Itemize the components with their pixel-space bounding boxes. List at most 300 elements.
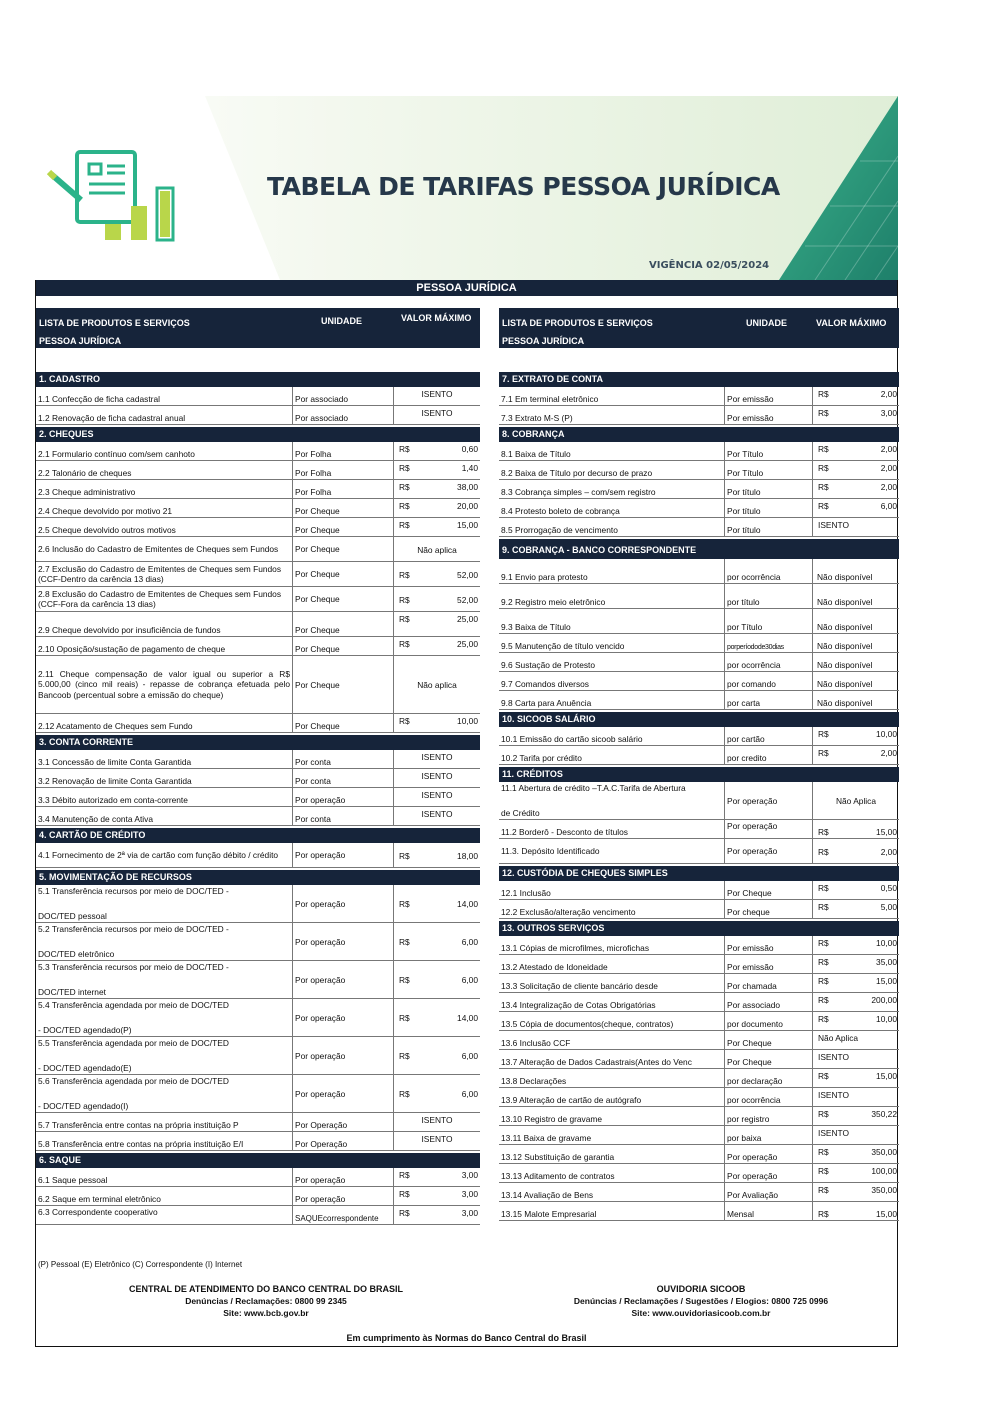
- table-row: [499, 1012, 899, 1031]
- table-row: [499, 387, 899, 406]
- unit: Por associado: [725, 993, 813, 1011]
- header-list: LISTA DE PRODUTOS E SERVIÇOS: [39, 318, 190, 328]
- header-list-sub: PESSOA JURÍDICA: [39, 336, 122, 346]
- value-text: ISENTO: [421, 790, 453, 800]
- value: [813, 1107, 899, 1125]
- value-text: ISENTO: [421, 1134, 453, 1144]
- service: 5.8 Transferência entre contas na própria instituição E/I: [36, 1132, 293, 1150]
- service-line: 5.2 Transferência recursos por meio de DOC/TED -: [38, 924, 229, 934]
- service: 13.8 Declarações: [499, 1069, 725, 1087]
- compliance-note: Em cumprimento às Normas do Banco Central do Brasil: [346, 1333, 587, 1343]
- value: [813, 820, 899, 838]
- service-line: 5.1 Transferência recursos por meio de DOC/TED -: [38, 886, 229, 896]
- section-title: 11. CRÉDITOS: [499, 767, 899, 782]
- unit: por carta: [725, 691, 813, 709]
- service: 9.3 Baixa de Título: [499, 609, 725, 633]
- amount: 100,00: [871, 1166, 897, 1176]
- value: [394, 843, 480, 867]
- table-row: [499, 672, 899, 691]
- service: 6.3 Correspondente cooperativo: [36, 1206, 293, 1224]
- value: [813, 480, 899, 498]
- service: 2.7 Exclusão do Cadastro de Emitentes de Cheques sem Fundos (CCF-Dentro da carência 13 dias): [36, 562, 293, 586]
- service: 9.6 Sustação de Protesto: [499, 653, 725, 671]
- amount: 25,00: [457, 614, 478, 624]
- value: [813, 1202, 899, 1220]
- service: 3.1 Concessão de limite Conta Garantida: [36, 750, 293, 768]
- unit: por ocorrência: [725, 1088, 813, 1106]
- amount: 10,00: [876, 938, 897, 948]
- value-text: Não aplica: [417, 544, 457, 555]
- value-text: Não Aplica: [818, 1033, 859, 1043]
- value: [394, 1113, 480, 1131]
- value: [813, 1012, 899, 1030]
- service: 10.1 Emissão do cartão sicoob salário: [499, 727, 725, 745]
- service: 8.2 Baixa de Título por decurso de prazo: [499, 461, 725, 479]
- unit: Por Cheque: [293, 656, 394, 713]
- value: [394, 788, 480, 806]
- value: [813, 839, 899, 863]
- unit: Por emissão: [725, 936, 813, 954]
- table-row: [36, 406, 480, 425]
- service: 6.1 Saque pessoal: [36, 1168, 293, 1186]
- value: [394, 461, 480, 479]
- table-row: [36, 562, 480, 587]
- section-title: 4. CARTÃO DE CRÉDITO: [36, 828, 480, 843]
- value: [394, 1037, 480, 1074]
- service: 13.5 Cópia de documentos(cheque, contratos): [499, 1012, 725, 1030]
- service: 9.1 Envio para protesto: [499, 559, 725, 583]
- service: 13.6 Inclusão CCF: [499, 1031, 725, 1049]
- table-row: [36, 788, 480, 807]
- service: 13.3 Solicitação de cliente bancário desde: [499, 974, 725, 992]
- service: 13.12 Substituição de garantia: [499, 1145, 725, 1163]
- value: [813, 1126, 899, 1144]
- section-title: 9. COBRANÇA - BANCO CORRESPONDENTE: [499, 539, 899, 559]
- unit: por Título: [725, 609, 813, 633]
- service: 3.2 Renovação de limite Conta Garantida: [36, 769, 293, 787]
- service: 9.5 Manutenção de título vencido: [499, 634, 725, 652]
- value: [813, 461, 899, 479]
- value-text: ISENTO: [421, 389, 453, 399]
- value: [813, 406, 899, 424]
- table-row: [36, 1168, 480, 1187]
- currency: R$: [818, 1071, 829, 1081]
- table-row: [36, 843, 480, 868]
- currency: R$: [399, 482, 410, 492]
- amount: 38,00: [457, 482, 478, 492]
- amount: 200,00: [871, 995, 897, 1005]
- amount: 3,00: [461, 1208, 478, 1218]
- currency: R$: [399, 463, 410, 473]
- header-unit: UNIDADE: [321, 316, 363, 326]
- amount: 18,00: [457, 850, 478, 861]
- value: [394, 518, 480, 536]
- value-text: ISENTO: [818, 1128, 850, 1138]
- table-row: [36, 923, 480, 961]
- service: 11.3. Depósito Identificado: [499, 839, 725, 863]
- unit: Por associado: [293, 406, 394, 424]
- amount: 6,00: [461, 1051, 478, 1061]
- currency: R$: [399, 975, 410, 985]
- value: Não disponível: [817, 572, 873, 582]
- currency: R$: [399, 569, 410, 580]
- table-row: [36, 714, 480, 733]
- table-row: [36, 999, 480, 1037]
- unit: Por Operação: [293, 1113, 394, 1131]
- unit: Por operação: [293, 1037, 394, 1074]
- value: [813, 955, 899, 973]
- bcb-title: CENTRAL DE ATENDIMENTO DO BANCO CENTRAL DO BRASIL: [128, 1284, 403, 1294]
- currency: R$: [399, 1089, 410, 1099]
- currency: R$: [399, 1189, 410, 1199]
- amount: 35,00: [876, 957, 897, 967]
- section-title: 5. MOVIMENTAÇÃO DE RECURSOS: [36, 870, 480, 885]
- value: [394, 656, 480, 713]
- table-row: [499, 974, 899, 993]
- currency: R$: [818, 463, 829, 473]
- value: [813, 442, 899, 460]
- unit: por baixa: [725, 1126, 813, 1144]
- table-row: [499, 782, 899, 820]
- unit: Por emissão: [725, 406, 813, 424]
- amount: 350,22: [871, 1109, 897, 1119]
- unit: Por operação: [293, 999, 394, 1036]
- service: 4.1 Fornecimento de 2ª via de cartão com função débito / crédito: [36, 843, 293, 867]
- header-value: VALOR MÁXIMO: [816, 318, 887, 328]
- table-row: [36, 442, 480, 461]
- service: [36, 1037, 293, 1074]
- amount: 2,00: [880, 748, 897, 758]
- table-row: [36, 1187, 480, 1206]
- table-row: [499, 1164, 899, 1183]
- value: Não disponível: [817, 660, 873, 670]
- amount: 2,00: [880, 463, 897, 473]
- amount: 25,00: [457, 639, 478, 649]
- section-title: 13. OUTROS SERVIÇOS: [499, 921, 899, 936]
- ouvidoria-contact: Denúncias / Reclamações / Sugestões / Elogios: 0800 725 0996: [573, 1296, 829, 1306]
- table-row: [499, 746, 899, 765]
- left-column: [36, 308, 480, 1225]
- service: 2.11 Cheque compensação de valor igual ou superior a R$ 5.000,00 (cinco mil reais) - repasse de cobrança efetuada pelo Bancoob (percentual sobre a emissão do cheque): [36, 656, 293, 713]
- value-text: Não Aplica: [835, 796, 877, 806]
- amount: 10,00: [876, 1014, 897, 1024]
- amount: 3,00: [461, 1170, 478, 1180]
- amount: 3,00: [880, 408, 897, 418]
- table-row: [499, 900, 899, 919]
- service: 1.1 Confecção de ficha cadastral: [36, 387, 293, 405]
- unit: Por emissão: [725, 955, 813, 973]
- document-title: TABELA DE TARIFAS PESSOA JURÍDICA: [267, 172, 780, 201]
- unit: Por operação: [293, 1168, 394, 1186]
- value: [394, 1187, 480, 1205]
- value: [813, 993, 899, 1011]
- currency: R$: [399, 501, 410, 511]
- service: 2.3 Cheque administrativo: [36, 480, 293, 498]
- unit: por registro: [725, 1107, 813, 1125]
- section-title: 10. SICOOB SALÁRIO: [499, 712, 899, 727]
- service: [36, 961, 293, 998]
- table-row: [499, 518, 899, 537]
- service: 10.2 Tarifa por crédito: [499, 746, 725, 764]
- service: 9.7 Comandos diversos: [499, 672, 725, 690]
- currency: R$: [818, 995, 829, 1005]
- service: [499, 782, 725, 819]
- service: 2.6 Inclusão do Cadastro de Emitentes de Cheques sem Fundos: [36, 537, 293, 561]
- value: [394, 923, 480, 960]
- unit: porperíodode30dias: [725, 634, 813, 652]
- service: 12.2 Exclusão/alteração vencimento: [499, 900, 725, 918]
- currency: R$: [399, 716, 410, 726]
- unit: Mensal: [725, 1202, 813, 1220]
- unit: Por conta: [293, 769, 394, 787]
- unit: Por Cheque: [725, 1031, 813, 1049]
- value: [813, 387, 899, 405]
- value: Não disponível: [817, 622, 873, 632]
- unit: por cartão: [725, 727, 813, 745]
- value: [813, 900, 899, 918]
- value: [394, 562, 480, 586]
- table-row: [36, 807, 480, 826]
- value: [813, 1031, 899, 1049]
- currency: R$: [399, 1051, 410, 1061]
- currency: R$: [818, 902, 829, 912]
- unit: Por Folha: [293, 442, 394, 460]
- amount: 20,00: [457, 501, 478, 511]
- service: 8.4 Protesto boleto de cobrança: [499, 499, 725, 517]
- value: [813, 518, 899, 536]
- amount: 52,00: [457, 569, 478, 580]
- currency: R$: [399, 594, 410, 605]
- document-chart-icon: [47, 148, 187, 244]
- table-row: [499, 1183, 899, 1202]
- unit: Por Cheque: [725, 1050, 813, 1068]
- table-row: [499, 1126, 899, 1145]
- service: 3.4 Manutenção de conta Ativa: [36, 807, 293, 825]
- amount: 14,00: [457, 1013, 478, 1023]
- left-rows: [36, 372, 480, 1225]
- value-text: ISENTO: [818, 520, 850, 530]
- currency: R$: [399, 1013, 410, 1023]
- table-row: [36, 612, 480, 637]
- table-row: [36, 1206, 480, 1225]
- table-row: [499, 609, 899, 634]
- amount: 6,00: [880, 501, 897, 511]
- amount: 350,00: [871, 1147, 897, 1157]
- unit: Por Operação: [293, 1132, 394, 1150]
- table-row: [36, 587, 480, 612]
- validity-date: VIGÊNCIA 02/05/2024: [649, 260, 770, 271]
- table-row: [499, 955, 899, 974]
- service: 9.2 Registro meio eletrônico: [499, 584, 725, 608]
- table-row: [36, 961, 480, 999]
- table-row: [499, 993, 899, 1012]
- service: 2.4 Cheque devolvido por motivo 21: [36, 499, 293, 517]
- currency: R$: [818, 408, 829, 418]
- service: [36, 923, 293, 960]
- service: 2.10 Oposição/sustação de pagamento de cheque: [36, 637, 293, 655]
- value: [394, 442, 480, 460]
- header-banner: [35, 96, 898, 280]
- unit: Por operação: [293, 885, 394, 922]
- amount: 15,00: [876, 1209, 897, 1219]
- unit: Por título: [725, 518, 813, 536]
- section-title: 7. EXTRATO DE CONTA: [499, 372, 899, 387]
- service: 13.11 Baixa de gravame: [499, 1126, 725, 1144]
- service: [36, 1075, 293, 1112]
- section-title: 1. CADASTRO: [36, 372, 480, 387]
- service-line: 5.4 Transferência agendada por meio de DOC/TED: [38, 1000, 229, 1010]
- unit: Por operação: [293, 1075, 394, 1112]
- legend: (P) Pessoal (E) Eletrônico (C) Correspondente (I) Internet: [38, 1260, 243, 1269]
- value: [394, 999, 480, 1036]
- service-line: - DOC/TED agendado(I): [38, 1101, 129, 1111]
- section-bar: PESSOA JURÍDICA: [36, 280, 897, 296]
- currency: R$: [818, 748, 829, 758]
- table-header: [36, 308, 480, 348]
- unit: Por operação: [293, 923, 394, 960]
- value-text: ISENTO: [421, 771, 453, 781]
- value-text: ISENTO: [421, 809, 453, 819]
- section-title: 12. CUSTÓDIA DE CHEQUES SIMPLES: [499, 866, 899, 881]
- unit: Por operação: [725, 839, 813, 863]
- table-row: [36, 656, 480, 714]
- unit: Por Cheque: [293, 518, 394, 536]
- table-row: [36, 537, 480, 562]
- service-line: 5.6 Transferência agendada por meio de DOC/TED: [38, 1076, 229, 1086]
- amount: 0,50: [880, 883, 897, 893]
- table-row: [36, 387, 480, 406]
- table-row: [499, 727, 899, 746]
- table-row: [499, 584, 899, 609]
- value: [394, 537, 480, 561]
- amount: 6,00: [461, 1089, 478, 1099]
- service: [36, 885, 293, 922]
- unit: por ocorrência: [725, 653, 813, 671]
- amount: 350,00: [871, 1185, 897, 1195]
- amount: 15,00: [876, 976, 897, 986]
- table-row: [36, 1075, 480, 1113]
- bcb-contact-block: [76, 1283, 456, 1319]
- service: 3.3 Débito autorizado em conta-corrente: [36, 788, 293, 806]
- table-row: [499, 1145, 899, 1164]
- service: 9.8 Carta para Anuência: [499, 691, 725, 709]
- value: [813, 881, 899, 899]
- section-title: 3. CONTA CORRENTE: [36, 735, 480, 750]
- service: 13.10 Registro de gravame: [499, 1107, 725, 1125]
- service: 8.3 Cobrança simples – com/sem registro: [499, 480, 725, 498]
- unit: Por operação: [293, 843, 394, 867]
- table-row: [499, 480, 899, 499]
- value: [394, 961, 480, 998]
- unit: Por Título: [725, 461, 813, 479]
- header-value: VALOR MÁXIMO: [401, 313, 472, 323]
- unit: por comando: [725, 672, 813, 690]
- value: [813, 746, 899, 764]
- value: [813, 936, 899, 954]
- unit: Por conta: [293, 807, 394, 825]
- service: 7.1 Em terminal eletrônico: [499, 387, 725, 405]
- service: [36, 999, 293, 1036]
- service-line: 5.3 Transferência recursos por meio de DOC/TED -: [38, 962, 229, 972]
- value: [394, 1168, 480, 1186]
- table-row: [36, 637, 480, 656]
- currency: R$: [818, 1014, 829, 1024]
- currency: R$: [818, 729, 829, 739]
- currency: R$: [818, 444, 829, 454]
- currency: R$: [818, 1147, 829, 1157]
- currency: R$: [399, 614, 410, 624]
- service: 2.5 Cheque devolvido outros motivos: [36, 518, 293, 536]
- amount: 52,00: [457, 594, 478, 605]
- section-title: 2. CHEQUES: [36, 427, 480, 442]
- value: [813, 1183, 899, 1201]
- service: 6.2 Saque em terminal eletrônico: [36, 1187, 293, 1205]
- section-title: 6. SAQUE: [36, 1153, 480, 1168]
- amount: 10,00: [457, 716, 478, 726]
- currency: R$: [818, 1166, 829, 1176]
- table-header: [499, 308, 899, 348]
- unit: Por operação: [293, 961, 394, 998]
- value-text: ISENTO: [818, 1090, 850, 1100]
- currency: R$: [399, 639, 410, 649]
- table-row: [499, 1202, 899, 1221]
- value: [394, 499, 480, 517]
- service-line: - DOC/TED agendado(P): [38, 1025, 132, 1035]
- unit: Por Cheque: [293, 537, 394, 561]
- amount: 6,00: [461, 937, 478, 947]
- service: 13.15 Malote Empresarial: [499, 1202, 725, 1220]
- value-text: ISENTO: [421, 408, 453, 418]
- unit: Por operação: [725, 1164, 813, 1182]
- unit: Por operação: [725, 820, 813, 838]
- unit: Por Cheque: [293, 499, 394, 517]
- service: 13.14 Avaliação de Bens: [499, 1183, 725, 1201]
- currency: R$: [399, 444, 410, 454]
- value: Não disponível: [817, 641, 873, 651]
- table-row: [499, 653, 899, 672]
- service: 2.9 Cheque devolvido por insuficiência de fundos: [36, 612, 293, 636]
- value-text: ISENTO: [421, 1115, 453, 1125]
- service: 13.9 Alteração de cartão de autógrafo: [499, 1088, 725, 1106]
- amount: 5,00: [880, 902, 897, 912]
- unit: Por operação: [293, 1187, 394, 1205]
- tariff-table: [35, 280, 898, 1347]
- service: 2.1 Formulario contínuo com/sem canhoto: [36, 442, 293, 460]
- table-row: [499, 1031, 899, 1050]
- currency: R$: [818, 389, 829, 399]
- unit: por ocorrência: [725, 559, 813, 583]
- service: 2.8 Exclusão do Cadastro de Emitentes de Cheques sem Fundos (CCF-Fora da carência 13 dias): [36, 587, 293, 611]
- unit: Por Cheque: [293, 637, 394, 655]
- currency: R$: [818, 482, 829, 492]
- table-row: [499, 634, 899, 653]
- table-row: [499, 1088, 899, 1107]
- table-row: [499, 1069, 899, 1088]
- table-row: [499, 881, 899, 900]
- amount: 6,00: [461, 975, 478, 985]
- bcb-site: Site: www.bcb.gov.br: [223, 1308, 309, 1318]
- value: [394, 885, 480, 922]
- table-row: [36, 1132, 480, 1151]
- amount: 3,00: [461, 1189, 478, 1199]
- service-line: - DOC/TED agendado(E): [38, 1063, 132, 1073]
- value-text: Não aplica: [417, 680, 457, 690]
- currency: R$: [399, 850, 410, 861]
- table-row: [499, 442, 899, 461]
- unit: por título: [725, 584, 813, 608]
- value: [394, 1075, 480, 1112]
- value: [394, 612, 480, 636]
